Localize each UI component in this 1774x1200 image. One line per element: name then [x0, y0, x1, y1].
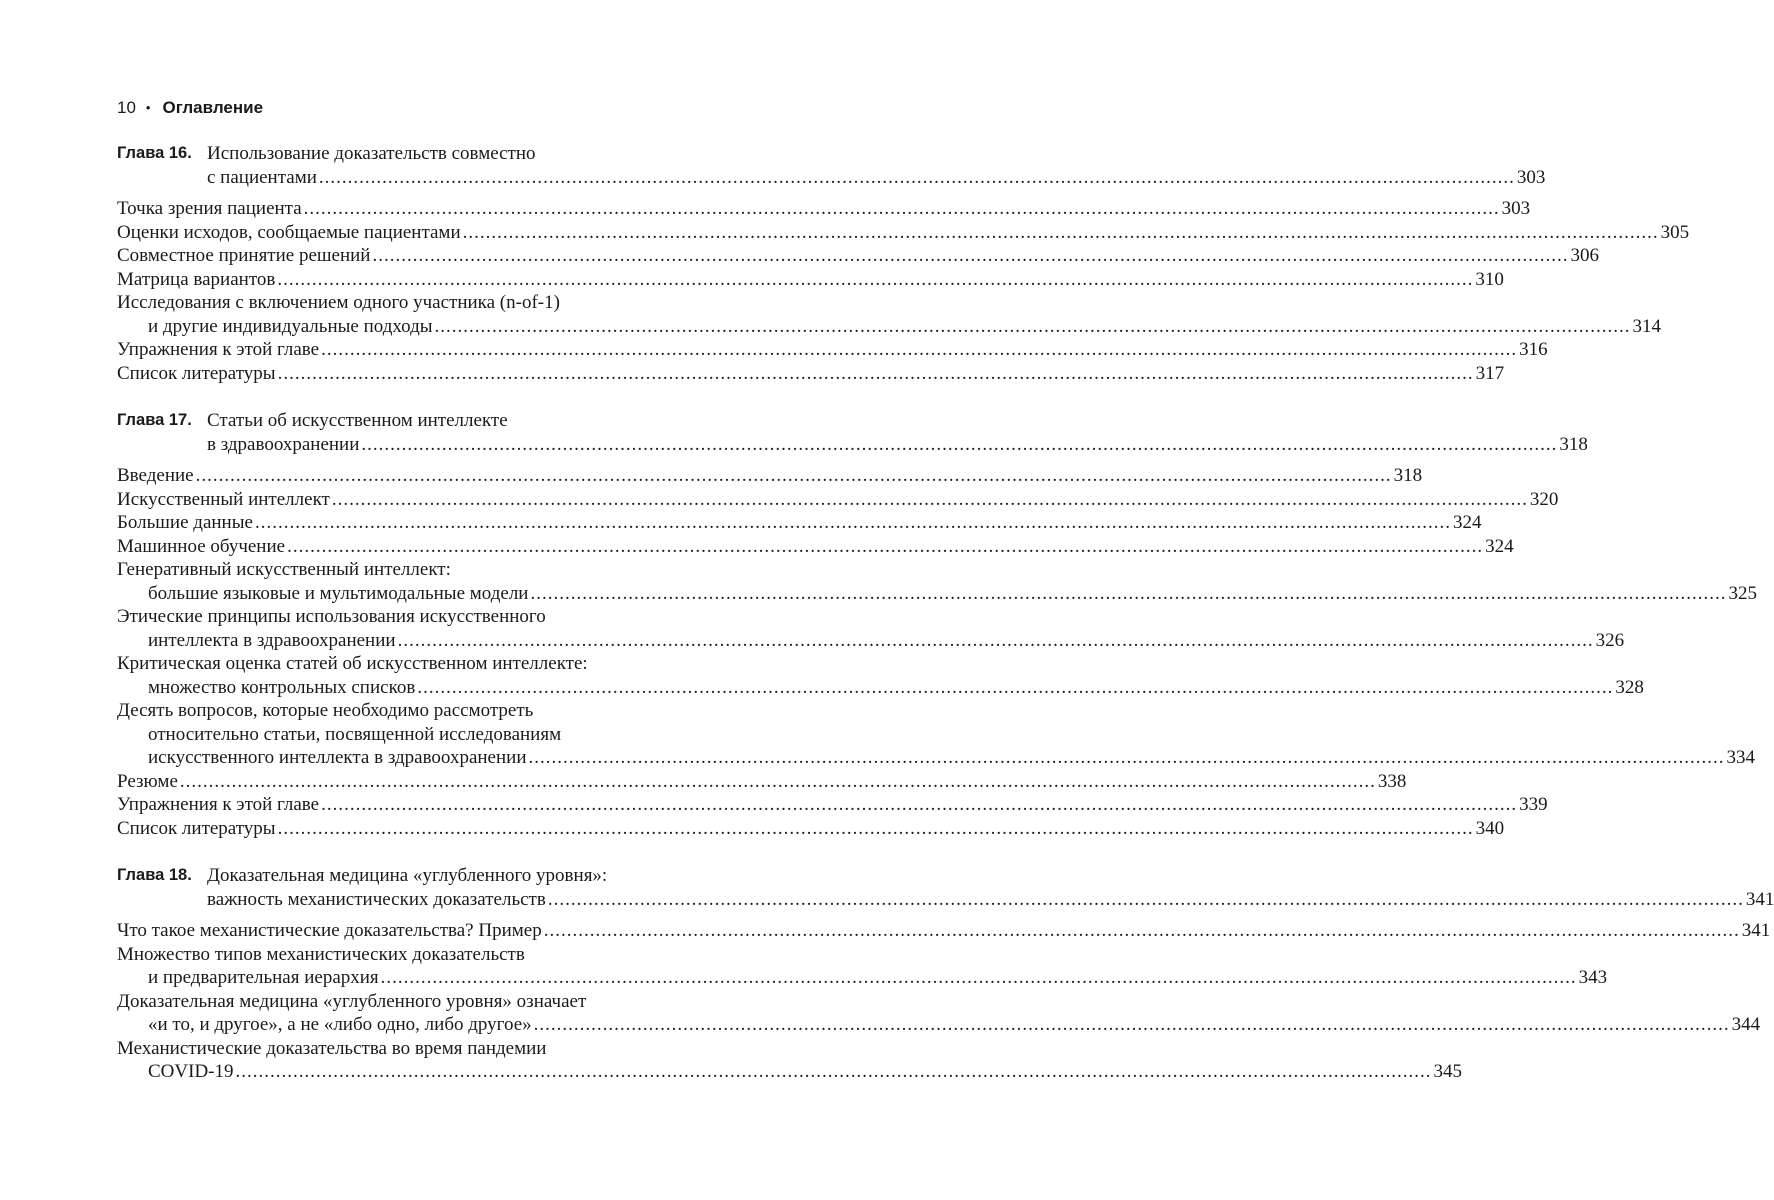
toc-entry[interactable] — [117, 488, 1559, 512]
toc-page-number: 328 — [1615, 676, 1644, 698]
toc-entry-text: Доказательная медицина «углубленного уровня» означает — [117, 990, 587, 1012]
toc-page-number: 345 — [1433, 1061, 1462, 1082]
chapter-page-number: 341 — [1745, 888, 1774, 910]
toc-page-number: 314 — [1632, 315, 1662, 337]
dot-leader — [435, 315, 1631, 339]
chapter-label: Глава 16. — [117, 144, 192, 162]
chapter-label: Глава 18. — [117, 866, 192, 884]
dot-leader — [236, 1060, 1432, 1084]
toc-entry-line — [117, 943, 754, 967]
running-head-title: Оглавление — [162, 98, 264, 117]
toc-entry-text: Исследования с включением одного участника (n-of-1) — [117, 292, 560, 313]
toc-entry-line — [117, 511, 1482, 535]
toc-entry-line — [117, 919, 1771, 943]
toc-entry-text: Список литературы — [117, 362, 276, 384]
toc-page-number: 316 — [1519, 339, 1548, 360]
chapter-heading[interactable] — [117, 409, 1588, 456]
chapter-section — [117, 142, 1690, 385]
dot-leader — [255, 511, 1451, 535]
toc-entry-text: Упражнения к этой главе — [117, 339, 320, 360]
dot-leader — [278, 817, 1474, 841]
toc-entry-line — [117, 315, 1662, 339]
toc-page-number: 325 — [1728, 582, 1757, 604]
toc-entry-line — [117, 221, 1690, 245]
chapter-title-line — [207, 166, 1545, 190]
toc-entry-text: Матрица вариантов — [117, 268, 276, 290]
dot-leader — [287, 535, 1483, 559]
dot-leader — [398, 629, 1594, 653]
chapter-title-line — [207, 864, 1774, 888]
toc-entry-line — [117, 268, 1504, 292]
toc-page-number: 343 — [1578, 967, 1608, 988]
toc-entry[interactable] — [117, 1037, 1462, 1084]
chapter-title-text: Использование доказательств совместно — [207, 143, 536, 164]
dot-leader — [530, 582, 1726, 606]
toc-page-number: 324 — [1485, 535, 1514, 557]
dot-leader — [548, 888, 1744, 912]
toc-entry-text: Этические принципы использования искусственного — [117, 606, 546, 627]
toc-entry-line — [117, 1037, 754, 1061]
bullet-icon: • — [145, 100, 151, 115]
chapter-title — [207, 864, 1774, 911]
toc-page-number: 344 — [1731, 1014, 1761, 1035]
toc-page-number: 339 — [1519, 794, 1548, 815]
dot-leader — [332, 488, 1528, 512]
toc-page-number: 324 — [1452, 512, 1482, 533]
toc-entry-line — [117, 197, 1531, 221]
toc-entry-text: множество контрольных списков — [148, 676, 416, 698]
toc-entry-line — [117, 1013, 1761, 1037]
toc-entry-line — [117, 1060, 1462, 1084]
toc-entry-line — [117, 676, 1644, 700]
toc-entry-text: Критическая оценка статей об искусственном интеллекте: — [117, 653, 588, 674]
chapter-title-text: Статьи об искусственном интеллекте — [207, 410, 508, 431]
dot-leader — [417, 676, 1613, 700]
toc-entry-text: COVID-19 — [148, 1061, 234, 1082]
chapter-entries — [117, 197, 1690, 385]
dot-leader — [277, 268, 1473, 292]
toc-entry-text: и другие индивидуальные подходы — [148, 315, 433, 337]
toc-entry-text: Искусственный интеллект — [117, 488, 330, 510]
chapter-title-line — [207, 409, 1588, 433]
chapter-title-text: с пациентами — [207, 166, 317, 188]
toc-entry-line — [117, 699, 754, 723]
toc-entry-line — [117, 464, 1423, 488]
toc-page-number: 306 — [1570, 245, 1599, 266]
toc-entry-text: Введение — [117, 465, 194, 486]
toc-entry-text: «и то, и другое», а не «либо одно, либо другое» — [148, 1014, 532, 1035]
toc-entry-line — [117, 746, 1755, 770]
toc-entry[interactable] — [117, 943, 1608, 990]
toc-entry-line — [117, 793, 1548, 817]
toc-entry-line — [117, 362, 1505, 386]
chapter-heading[interactable] — [117, 142, 1546, 189]
toc-entry-line — [117, 558, 754, 582]
toc-entry-text: Механистические доказательства во время пандемии — [117, 1037, 547, 1059]
chapter-title — [207, 142, 1545, 189]
toc-entry-line — [117, 990, 754, 1014]
toc-entry[interactable] — [117, 817, 1505, 841]
toc-entry[interactable] — [117, 699, 1755, 770]
toc-page — [117, 96, 1774, 1084]
running-head — [117, 96, 754, 120]
toc-entry-text: большие языковые и мультимодальные модели — [148, 582, 529, 604]
chapter-section — [117, 409, 1757, 840]
chapter-heading[interactable] — [117, 864, 1774, 911]
toc-page-number: 340 — [1475, 817, 1505, 839]
toc-entry[interactable] — [117, 770, 1407, 794]
toc-entry-line — [117, 629, 1625, 653]
chapter-title-line — [207, 142, 1545, 166]
toc-entry-line — [117, 723, 754, 747]
toc-entry-line — [117, 291, 754, 315]
dot-leader — [278, 362, 1474, 386]
toc-entry[interactable] — [117, 511, 1482, 535]
toc-entry-line — [117, 605, 754, 629]
toc-entry-line — [117, 488, 1559, 512]
dot-leader — [304, 197, 1500, 221]
toc-entry-line — [117, 535, 1514, 559]
toc-entry-line — [117, 652, 754, 676]
toc-entry[interactable] — [117, 605, 1625, 652]
toc-page-number: 310 — [1475, 268, 1504, 290]
toc-entry[interactable] — [117, 919, 1771, 943]
dot-leader — [321, 793, 1517, 817]
dot-leader — [319, 166, 1515, 190]
toc-entry-text: Резюме — [117, 770, 178, 792]
toc-entry-text: Оценки исходов, сообщаемые пациентами — [117, 221, 461, 243]
toc-entry-text: Множество типов механистических доказательств — [117, 943, 525, 965]
toc-entry-line — [117, 817, 1505, 841]
toc-entry-line — [117, 582, 1757, 606]
chapter-title-text: Доказательная медицина «углубленного уровня»: — [207, 865, 608, 886]
chapter-page-number: 303 — [1516, 166, 1546, 188]
toc-page-number: 305 — [1660, 221, 1690, 243]
toc-entry-text: Большие данные — [117, 512, 253, 533]
toc-entry-line — [117, 338, 1548, 362]
dot-leader — [534, 1013, 1730, 1037]
dot-leader — [321, 338, 1517, 362]
toc-page-number: 317 — [1475, 362, 1505, 384]
dot-leader — [372, 244, 1568, 268]
toc-entry[interactable] — [117, 990, 1761, 1037]
toc-page-number: 318 — [1393, 465, 1423, 486]
dot-leader — [381, 966, 1577, 990]
toc-entry-text: относительно статьи, посвященной исследованиям — [148, 723, 562, 745]
toc-entry-text: искусственного интеллекта в здравоохранении — [148, 747, 527, 768]
toc-entry-text: Упражнения к этой главе — [117, 794, 320, 815]
toc-entry-text: Десять вопросов, которые необходимо рассмотреть — [117, 700, 534, 721]
dot-leader — [544, 919, 1740, 943]
toc-entry-text: Точка зрения пациента — [117, 198, 302, 219]
toc-entry-line — [117, 770, 1407, 794]
chapter-title — [207, 409, 1588, 456]
chapter-section — [117, 864, 1774, 1084]
toc-entry-text: и предварительная иерархия — [148, 967, 379, 988]
table-of-contents — [117, 142, 1774, 1084]
toc-entry-text: Список литературы — [117, 817, 276, 839]
toc-entry[interactable] — [117, 338, 1548, 362]
toc-entry[interactable] — [117, 558, 1757, 605]
chapter-entries — [117, 919, 1771, 1084]
toc-entry[interactable] — [117, 793, 1548, 817]
toc-entry-text: Что такое механистические доказательства? Пример — [117, 920, 542, 941]
dot-leader — [361, 433, 1557, 457]
toc-entry[interactable] — [117, 535, 1514, 559]
chapter-title-text: важность механистических доказательств — [207, 888, 546, 910]
chapter-page-number: 318 — [1559, 433, 1588, 455]
page-number: 10 — [117, 98, 136, 117]
chapter-title-line — [207, 888, 1774, 912]
toc-page-number: 341 — [1741, 920, 1771, 941]
toc-page-number: 303 — [1501, 198, 1531, 219]
chapter-entries — [117, 464, 1757, 840]
toc-page-number: 338 — [1377, 770, 1407, 792]
toc-entry[interactable] — [117, 268, 1504, 292]
toc-entry[interactable] — [117, 652, 1644, 699]
toc-entry[interactable] — [117, 244, 1599, 268]
toc-entry[interactable] — [117, 362, 1505, 386]
dot-leader — [463, 221, 1659, 245]
toc-entry[interactable] — [117, 221, 1690, 245]
toc-page-number: 320 — [1529, 488, 1559, 510]
dot-leader — [529, 746, 1725, 770]
toc-entry-line — [117, 966, 1608, 990]
toc-entry-text: Совместное принятие решений — [117, 245, 371, 266]
chapter-label: Глава 17. — [117, 411, 192, 429]
toc-entry-line — [117, 244, 1599, 268]
dot-leader — [196, 464, 1392, 488]
toc-entry[interactable] — [117, 197, 1531, 221]
toc-page-number: 326 — [1595, 629, 1625, 651]
toc-entry-text: Машинное обучение — [117, 535, 286, 557]
chapter-title-text: в здравоохранении — [207, 433, 360, 455]
toc-page-number: 334 — [1726, 747, 1755, 768]
toc-entry[interactable] — [117, 464, 1423, 488]
dot-leader — [180, 770, 1376, 794]
chapter-title-line — [207, 433, 1588, 457]
toc-entry[interactable] — [117, 291, 1662, 338]
toc-entry-text: интеллекта в здравоохранении — [148, 629, 396, 651]
toc-entry-text: Генеративный искусственный интеллект: — [117, 559, 451, 580]
